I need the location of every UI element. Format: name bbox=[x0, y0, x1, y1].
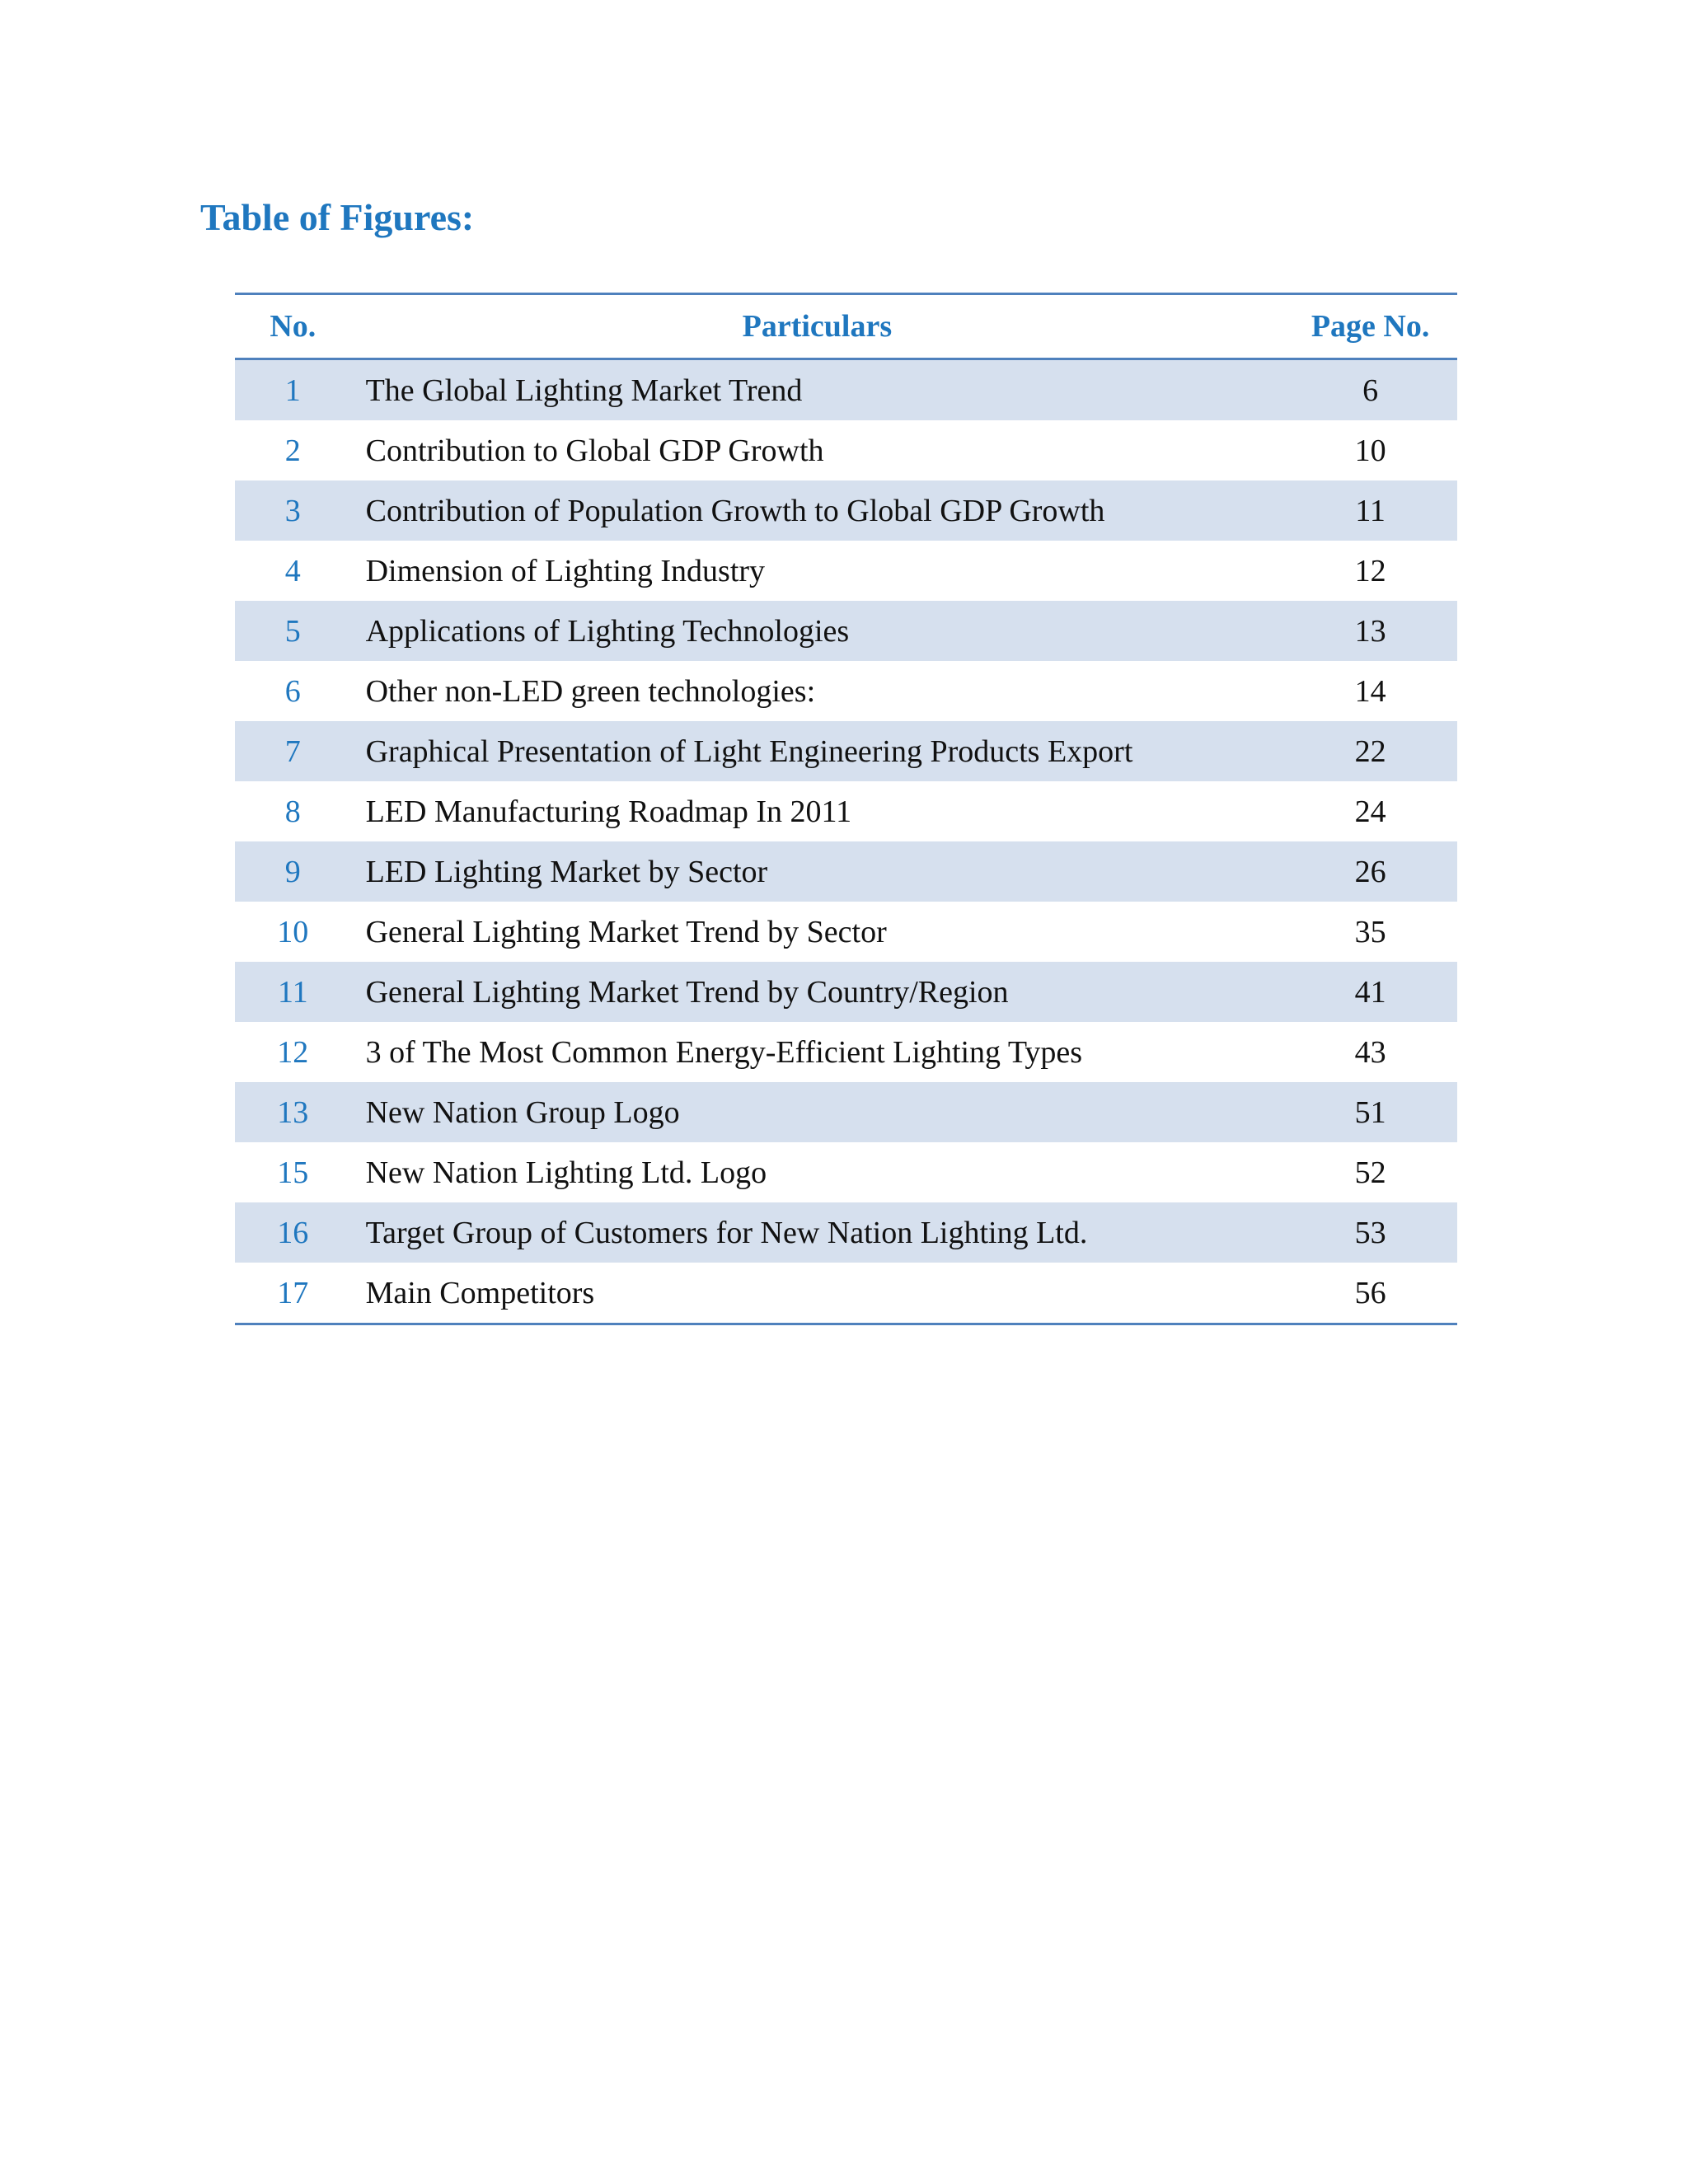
figure-title: General Lighting Market Trend by Country/Region bbox=[351, 962, 1284, 1022]
figure-number: 4 bbox=[284, 553, 301, 588]
table-row bbox=[235, 1202, 1457, 1263]
figure-number: 15 bbox=[277, 1155, 309, 1190]
figure-page: 14 bbox=[1354, 673, 1386, 709]
table-header-row bbox=[235, 294, 1457, 359]
figure-title: Graphical Presentation of Light Engineering Products Export bbox=[351, 721, 1284, 781]
figure-page: 13 bbox=[1283, 601, 1457, 661]
figure-title: The Global Lighting Market Trend bbox=[351, 359, 1284, 421]
figure-page: 43 bbox=[1354, 1034, 1386, 1070]
figure-number: 8 bbox=[284, 794, 301, 829]
figure-page: 11 bbox=[1283, 480, 1457, 541]
table-row bbox=[235, 1142, 1457, 1202]
figure-title: Contribution to Global GDP Growth bbox=[365, 433, 824, 468]
page-title: Table of Figures: bbox=[200, 196, 475, 238]
table-row bbox=[235, 661, 1457, 721]
figure-page: 35 bbox=[1354, 914, 1386, 949]
table-row bbox=[235, 781, 1457, 841]
table-row bbox=[235, 721, 1457, 781]
figure-title: General Lighting Market Trend by Sector bbox=[365, 914, 887, 949]
table-row bbox=[235, 1082, 1457, 1142]
figure-page: 22 bbox=[1283, 721, 1457, 781]
table-row bbox=[235, 601, 1457, 661]
figure-page: 41 bbox=[1283, 962, 1457, 1022]
figure-number: 11 bbox=[235, 962, 351, 1022]
figure-page: 6 bbox=[1283, 359, 1457, 421]
figure-title: Main Competitors bbox=[365, 1275, 595, 1310]
figure-title: LED Lighting Market by Sector bbox=[351, 841, 1284, 902]
figure-number: 12 bbox=[277, 1034, 309, 1070]
figure-number: 1 bbox=[235, 359, 351, 421]
table-row bbox=[235, 541, 1457, 601]
table-row bbox=[235, 359, 1457, 421]
figure-title: New Nation Group Logo bbox=[351, 1082, 1284, 1142]
header-no: No. bbox=[235, 294, 351, 359]
figure-title: Other non-LED green technologies: bbox=[365, 673, 816, 709]
figure-number: 6 bbox=[284, 673, 301, 709]
figure-page: 52 bbox=[1354, 1155, 1386, 1190]
table-row bbox=[235, 902, 1457, 962]
figure-number: 2 bbox=[284, 433, 301, 468]
figure-title: Contribution of Population Growth to Global GDP Growth bbox=[351, 480, 1284, 541]
header-page-no: Page No. bbox=[1283, 294, 1457, 359]
table-row bbox=[235, 480, 1457, 541]
figure-page: 12 bbox=[1354, 553, 1386, 588]
figure-title: LED Manufacturing Roadmap In 2011 bbox=[365, 794, 852, 829]
table-row bbox=[235, 420, 1457, 480]
figure-page: 56 bbox=[1354, 1275, 1386, 1310]
figure-page: 53 bbox=[1283, 1202, 1457, 1263]
figure-page: 10 bbox=[1354, 433, 1386, 468]
table-row bbox=[235, 1022, 1457, 1082]
figure-number: 16 bbox=[235, 1202, 351, 1263]
figure-number: 9 bbox=[235, 841, 351, 902]
figure-title: Dimension of Lighting Industry bbox=[365, 553, 766, 588]
figure-number: 13 bbox=[235, 1082, 351, 1142]
figure-page: 51 bbox=[1283, 1082, 1457, 1142]
table-row bbox=[235, 1263, 1457, 1324]
figure-number: 17 bbox=[277, 1275, 309, 1310]
table-row bbox=[235, 962, 1457, 1022]
figure-number: 3 bbox=[235, 480, 351, 541]
table-row bbox=[235, 841, 1457, 902]
figure-page: 24 bbox=[1354, 794, 1386, 829]
figures-table bbox=[235, 293, 1457, 1325]
figure-number: 5 bbox=[235, 601, 351, 661]
figure-page: 26 bbox=[1283, 841, 1457, 902]
figure-title: 3 of The Most Common Energy-Efficient Lighting Types bbox=[365, 1034, 1083, 1070]
figure-number: 7 bbox=[235, 721, 351, 781]
figure-number: 10 bbox=[277, 914, 309, 949]
figure-title: Target Group of Customers for New Nation Lighting Ltd. bbox=[351, 1202, 1284, 1263]
figure-title: New Nation Lighting Ltd. Logo bbox=[365, 1155, 767, 1190]
header-particulars: Particulars bbox=[351, 294, 1284, 359]
figure-title: Applications of Lighting Technologies bbox=[351, 601, 1284, 661]
